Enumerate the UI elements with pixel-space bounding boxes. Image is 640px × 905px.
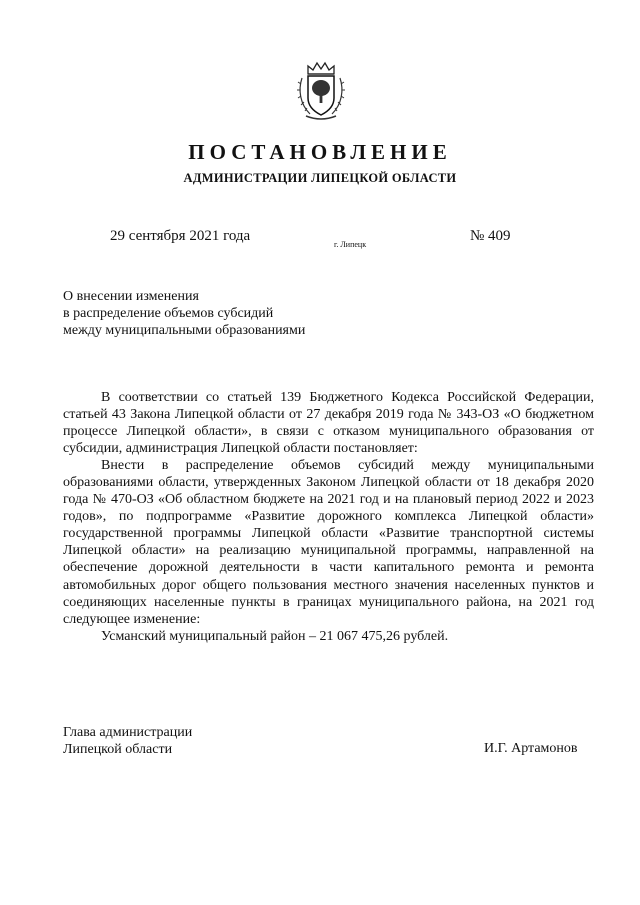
coat-of-arms-icon	[296, 60, 346, 122]
issuing-authority: АДМИНИСТРАЦИИ ЛИПЕЦКОЙ ОБЛАСТИ	[183, 171, 457, 185]
subject-block	[63, 288, 383, 339]
body-paragraph: В соответствии со статьей 139 Бюджетного Кодекса Российской Федерации, статьей 43 Закона Липецкой области от 27 декабря 2019 года № 343-ОЗ «О бюджетном процессе Липецкой области», в связи с отказом муниципального образования от субсидии, администрация Липецкой области постановляет:	[63, 390, 594, 457]
document-city: г. Липецк	[334, 240, 367, 249]
body-paragraph: Усманский муниципальный район – 21 067 475,26 рублей.	[101, 628, 449, 644]
subject-line: в распределение объемов субсидий	[63, 306, 274, 321]
signatory-position-line: Липецкой области	[63, 742, 173, 757]
subject-line: О внесении изменения	[63, 289, 199, 304]
subject-line: между муниципальными образованиями	[63, 323, 306, 338]
document-number: № 409	[470, 228, 511, 244]
signatory-position	[63, 724, 192, 758]
document-title: ПОСТАНОВЛЕНИЕ	[188, 140, 452, 164]
signatory-name: И.Г. Артамонов	[484, 741, 578, 756]
document-date: 29 сентября 2021 года	[110, 228, 251, 244]
document-body	[63, 389, 594, 645]
body-paragraph: Внести в распределение объемов субсидий между муниципальными образованиями области, утвержденных Законом Липецкой области от 18 декабря 2020 года № 470-ОЗ «Об областном бюджете на 2021 год и на плановый период 2022 и 2023 годов», по подпрограмме «Развитие дорожного комплекса Липецкой области» государственной программы Липецкой области «Развитие транспортной системы Липецкой области» на реализацию муниципальной программы, направленной на обеспечение дорожной деятельности в части капитального ремонта и ремонта автомобильных дорог общего пользования местного значения населенных пунктов и соединяющих населенные пункты в границах муниципального района, на 2021 год следующее изменение:	[63, 458, 594, 627]
signatory-position-line: Глава администрации	[63, 725, 193, 740]
